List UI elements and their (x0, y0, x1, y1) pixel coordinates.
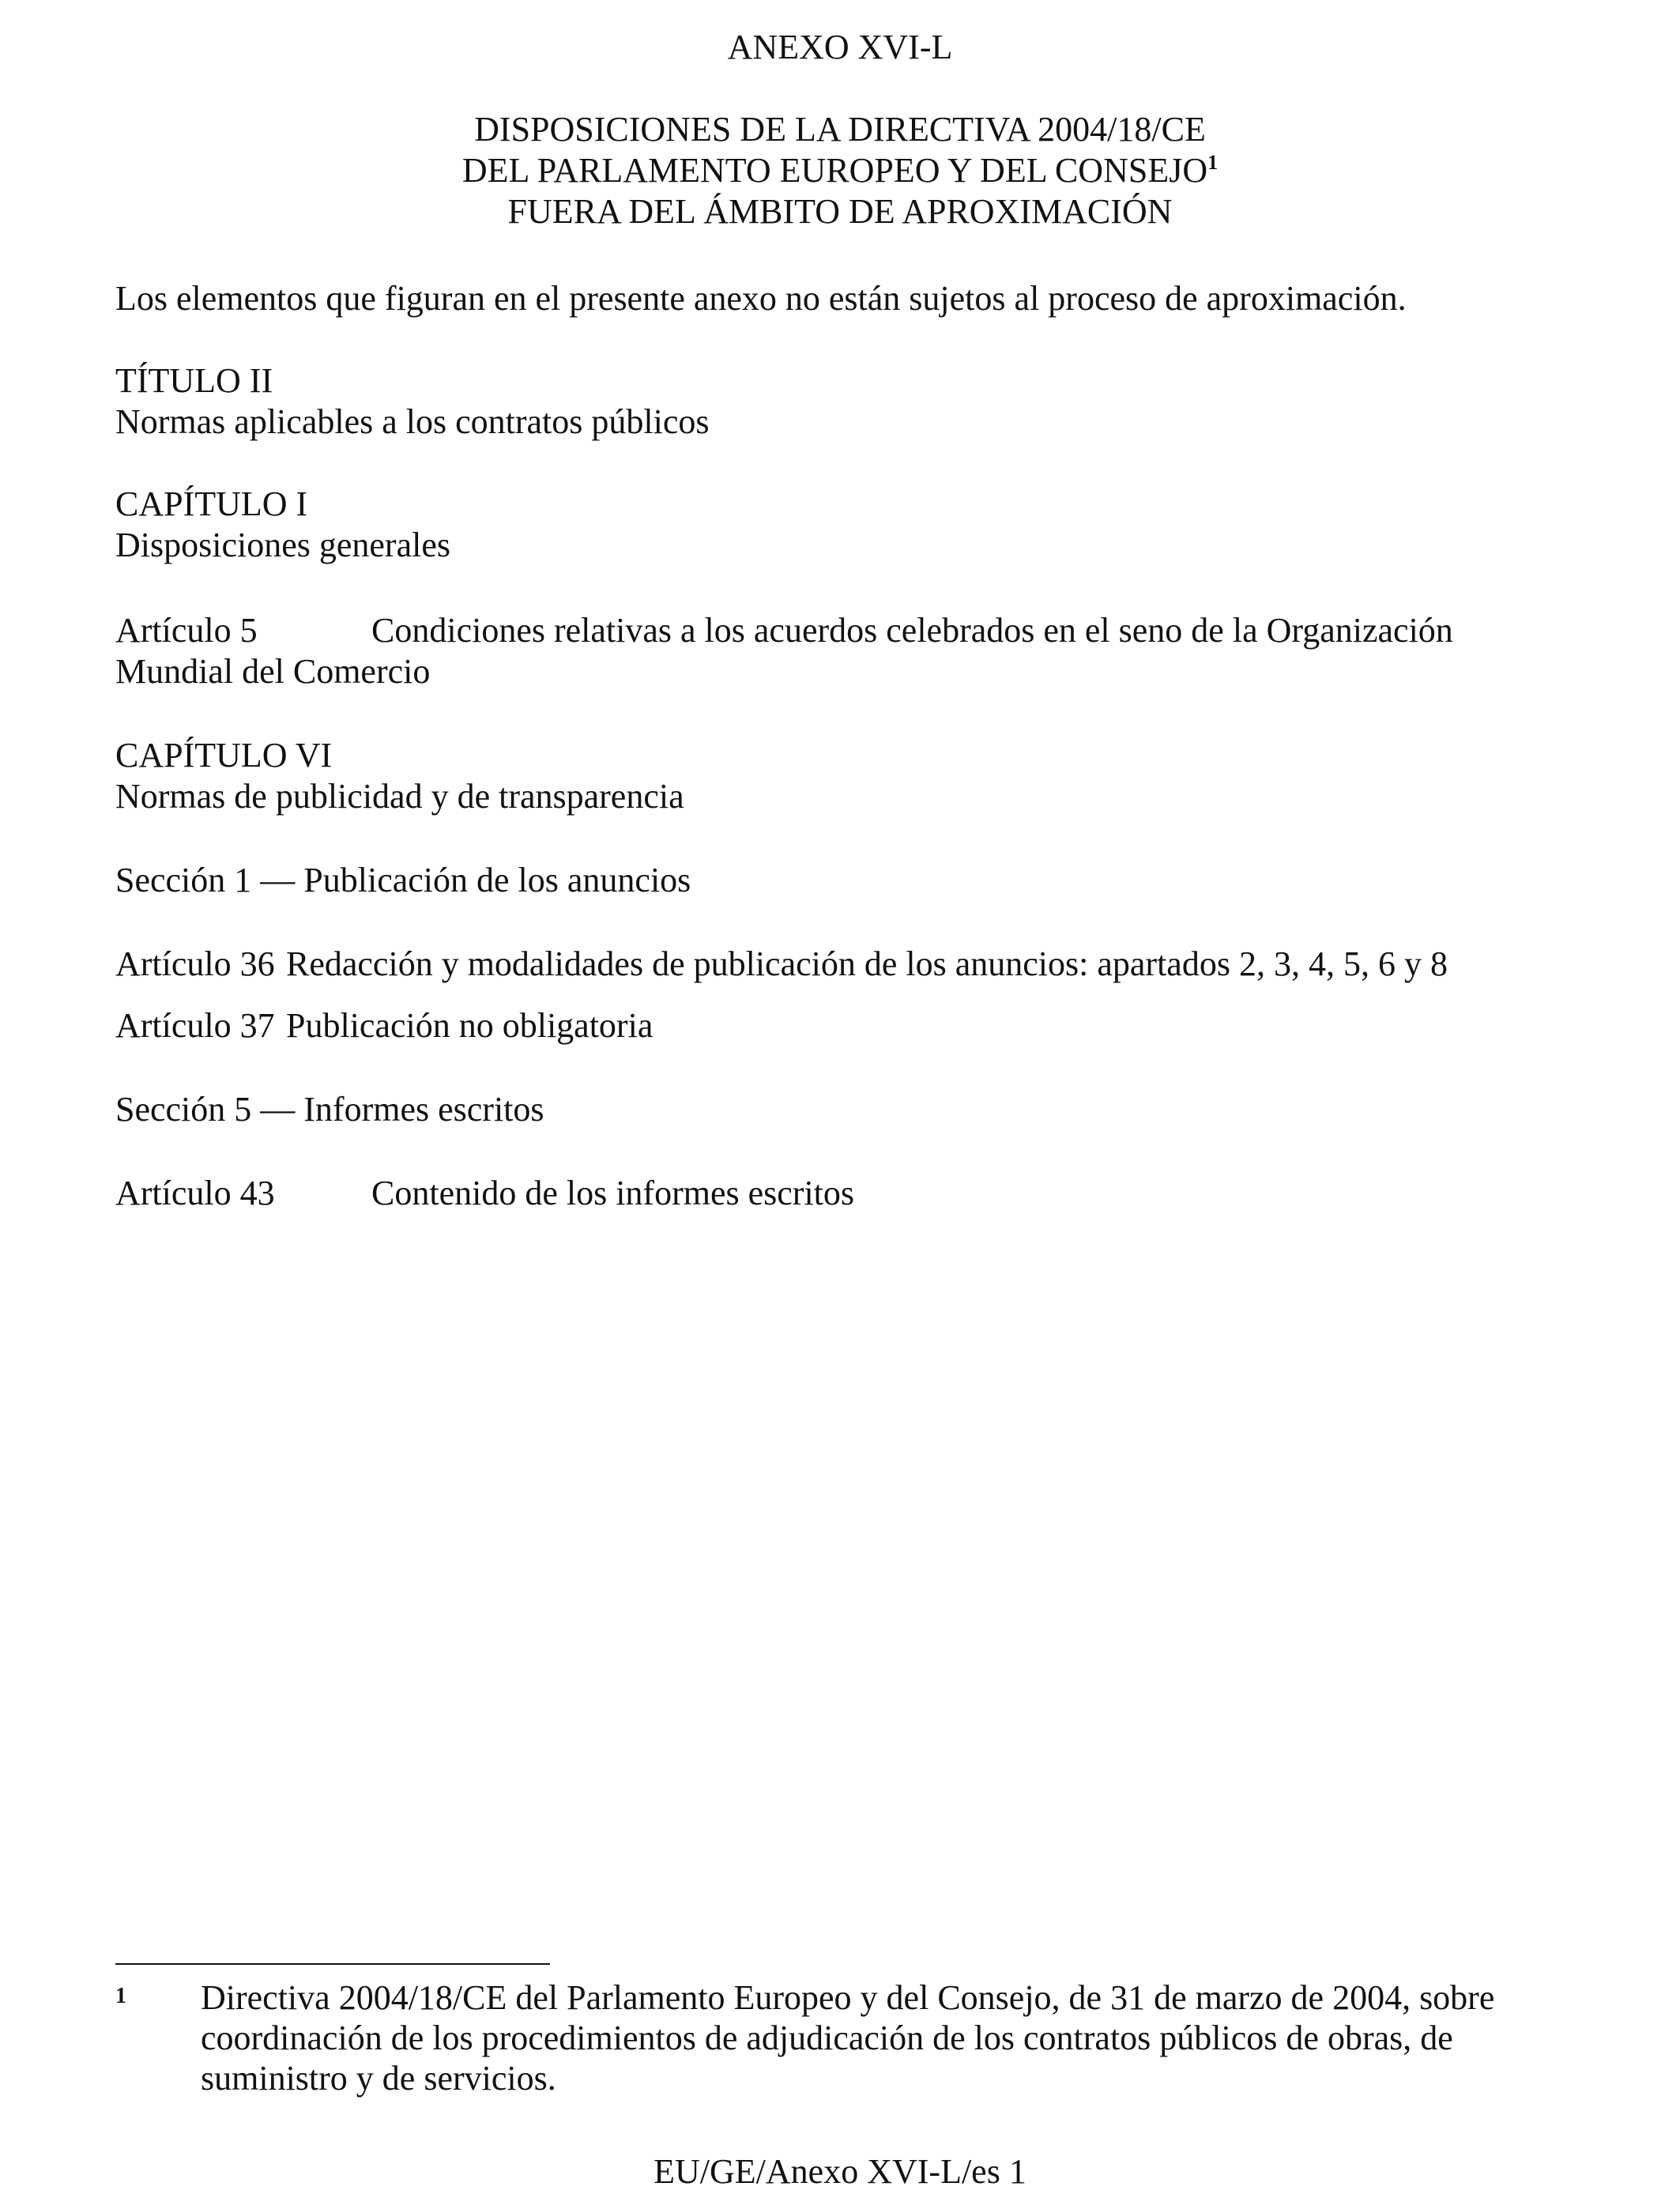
articulo-43-title: Contenido de los informes escritos (371, 1174, 855, 1212)
articulo-37-number: Artículo 37 (115, 1006, 275, 1045)
capitulo-1-label: CAPÍTULO I (115, 484, 308, 523)
articulo-36-number: Artículo 36 (115, 944, 275, 983)
footnote-text: Directiva 2004/18/CE del Parlamento Europeo y del Consejo, de 31 de marzo de 2004, sobre coordinación de los procedimientos de adjudicación de los contratos públicos de obras, de suministro y de servicios. (201, 1978, 1495, 2098)
footnote-mark: 1 (115, 1984, 126, 2008)
capitulo-6-label: CAPÍTULO VI (115, 736, 333, 775)
heading-line-2 (0, 150, 1680, 191)
footnote-separator (115, 1963, 550, 1965)
titulo-label: TÍTULO II (115, 361, 273, 400)
heading-line-1: DISPOSICIONES DE LA DIRECTIVA 2004/18/CE (474, 110, 1206, 149)
capitulo-6-name: Normas de publicidad y de transparencia (115, 777, 684, 816)
articulo-5-number: Artículo 5 (115, 611, 258, 650)
footnote-reference[interactable]: 1 (1207, 151, 1219, 174)
seccion-1-heading: Sección 1 — Publicación de los anuncios (115, 861, 691, 899)
intro-paragraph: Los elementos que figuran en el presente anexo no están sujetos al proceso de aproximación. (115, 279, 1407, 318)
heading-line-2-text: DEL PARLAMENTO EUROPEO Y DEL CONSEJO (461, 151, 1208, 190)
articulo-43-number: Artículo 43 (115, 1174, 275, 1212)
articulo-5-title-continued: Mundial del Comercio (115, 652, 431, 691)
articulo-37-title: Publicación no obligatoria (286, 1006, 654, 1045)
annex-title: ANEXO XVI-L (727, 28, 953, 66)
articulo-5-title: Condiciones relativas a los acuerdos celebrados en el seno de la Organización (371, 611, 1453, 650)
seccion-5-heading: Sección 5 — Informes escritos (115, 1090, 544, 1129)
articulo-36-title: Redacción y modalidades de publicación de los anuncios: apartados 2, 3, 4, 5, 6 y 8 (286, 944, 1448, 983)
page-footer: EU/GE/Anexo XVI-L/es 1 (654, 2152, 1026, 2191)
titulo-name: Normas aplicables a los contratos públicos (115, 402, 710, 441)
capitulo-1-name: Disposiciones generales (115, 526, 450, 564)
heading-line-3: FUERA DEL ÁMBITO DE APROXIMACIÓN (507, 192, 1173, 231)
